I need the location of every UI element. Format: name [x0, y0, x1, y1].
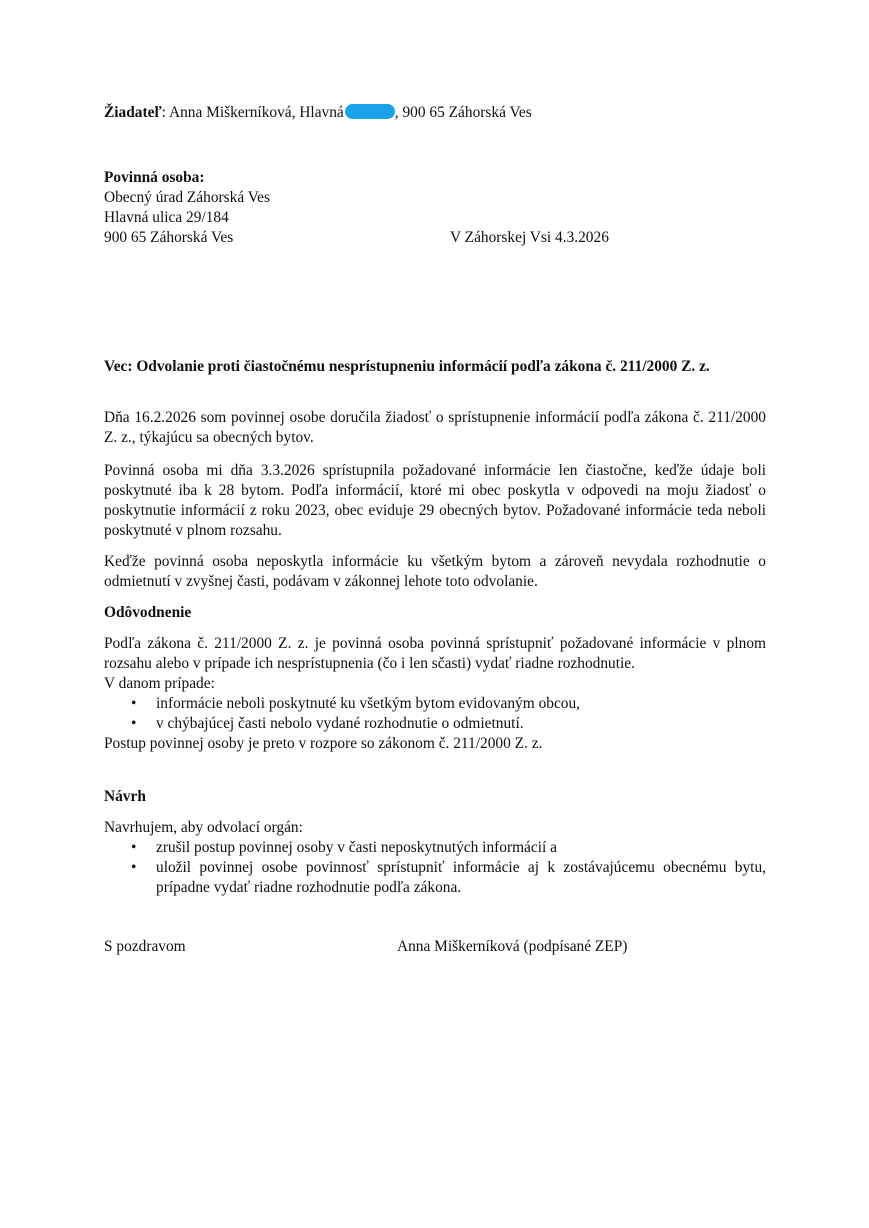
obliged-person-label: Povinná osoba:: [104, 169, 205, 186]
list-item: [104, 838, 766, 858]
justification-conclusion: Postup povinnej osoby je preto v rozpore so zákonom č. 211/2000 Z. z.: [104, 735, 543, 752]
bullet-icon: •: [131, 695, 137, 712]
signature: Anna Miškerníková (podpísané ZEP): [397, 938, 628, 955]
list-item-text: zrušil postup povinnej osoby v časti neposkytnutých informácií a: [156, 839, 557, 856]
justification-section: [104, 634, 766, 754]
proposal-intro: Navrhujem, aby odvolací orgán:: [104, 819, 303, 836]
bullet-icon: •: [131, 839, 137, 856]
obliged-person-street: Hlavná ulica 29/184: [104, 209, 229, 226]
applicant-line: [104, 103, 532, 123]
proposal-bullet-list: [104, 838, 766, 898]
paragraph-request: Dňa 16.2.2026 som povinnej osobe doručila žiadosť o sprístupnenie informácií podľa zákona č. 211/2000 Z. z., týkajúcu sa obecných bytov.: [104, 409, 766, 446]
list-item-text: uložil povinnej osobe povinnosť sprístupniť informácie aj k zostávajúcemu obecnému bytu, prípadne vydať riadne rozhodnutie podľa zákona.: [156, 859, 766, 896]
subject-line: Vec: Odvolanie proti čiastočnému nesprístupneniu informácií podľa zákona č. 211/2000 Z. z.: [104, 358, 710, 375]
paragraph-appeal-filing: Keďže povinná osoba neposkytla informácie ku všetkým bytom a zároveň nevydala rozhodnutie o odmietnutí v zvyšnej časti, podávam v zákonnej lehote toto odvolanie.: [104, 553, 766, 590]
list-item-text: informácie neboli poskytnuté ku všetkým bytom evidovaným obcou,: [156, 695, 581, 712]
obliged-person-city: 900 65 Záhorská Ves: [104, 229, 234, 246]
redaction-mark: [345, 104, 395, 119]
list-item-text: v chýbajúcej časti nebolo vydané rozhodnutie o odmietnutí.: [156, 715, 524, 732]
list-item: [104, 694, 766, 714]
bullet-icon: •: [131, 859, 137, 876]
applicant-label-separator: :: [161, 104, 169, 121]
justification-intro: Podľa zákona č. 211/2000 Z. z. je povinná osoba povinná sprístupniť požadované informácie v plnom rozsahu alebo v prípade ich nesprístupnenia (čo i len sčasti) vydať riadne rozhodnutie.: [104, 635, 766, 672]
justification-heading: Odôvodnenie: [104, 604, 192, 621]
list-item: [104, 858, 766, 898]
list-item: [104, 714, 766, 734]
obliged-person-name: Obecný úrad Záhorská Ves: [104, 189, 270, 206]
proposal-heading: Návrh: [104, 788, 146, 805]
place-and-date: V Záhorskej Vsi 4.3.2026: [450, 229, 609, 246]
bullet-icon: •: [131, 715, 137, 732]
paragraph-partial-disclosure: Povinná osoba mi dňa 3.3.2026 sprístupnila požadované informácie len čiastočne, keďže údaje boli poskytnuté iba k 28 bytom. Podľa informácií, ktoré mi obec poskytla v odpovedi na moju žiadosť o poskytnutie informácií z roku 2023, obec eviduje 29 obecných bytov. Požadované informácie teda neboli poskytnuté v plnom rozsahu.: [104, 462, 766, 539]
applicant-label: Žiadateľ: [104, 104, 162, 121]
applicant-postal: , 900 65 Záhorská Ves: [394, 104, 532, 121]
proposal-section: [104, 818, 766, 898]
obliged-person-block: [104, 168, 270, 248]
justification-case-label: V danom prípade:: [104, 675, 215, 692]
justification-bullet-list: [104, 694, 766, 734]
applicant-name-street: Anna Miškerníková, Hlavná: [168, 104, 344, 121]
closing-greeting: S pozdravom: [104, 938, 186, 955]
